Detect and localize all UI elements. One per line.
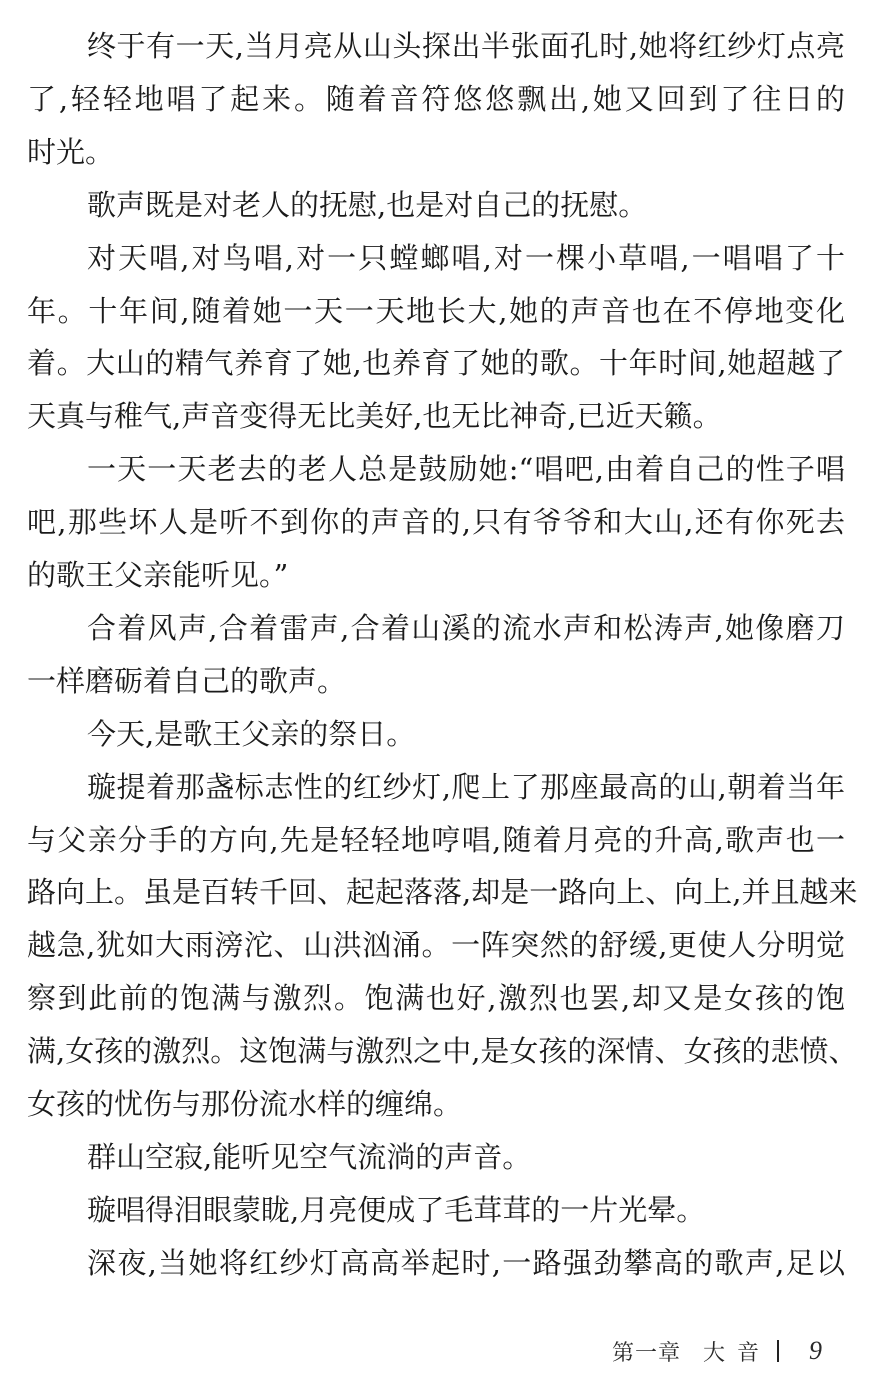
text-line: 了,轻轻地唱了起来。随着音符悠悠飘出,她又回到了往日的 [27, 82, 845, 116]
text-line: 深夜,当她将红纱灯高高举起时,一路强劲攀高的歌声,足以 [87, 1246, 845, 1280]
text-line: 的歌王父亲能听见。” [27, 558, 289, 592]
text-line: 着。大山的精气养育了她,也养育了她的歌。十年时间,她超越了 [27, 346, 845, 380]
chapter-title: 大音 [703, 1340, 772, 1366]
text-line: 与父亲分手的方向,先是轻轻地哼唱,随着月亮的升高,歌声也一 [27, 823, 845, 857]
text-line: 歌声既是对老人的抚慰,也是对自己的抚慰。 [87, 188, 648, 222]
text-line: 今天,是歌王父亲的祭日。 [87, 717, 416, 751]
text-line: 一天一天老去的老人总是鼓励她:“唱吧,由着自己的性子唱 [87, 452, 845, 486]
text-line: 群山空寂,能听见空气流淌的声音。 [87, 1140, 532, 1174]
text-line: 天真与稚气,声音变得无比美好,也无比神奇,已近天籁。 [27, 399, 722, 433]
text-line: 璇提着那盏标志性的红纱灯,爬上了那座最高的山,朝着当年 [87, 770, 845, 804]
text-line: 路向上。虽是百转千回、起起落落,却是一路向上、向上,并且越来 [27, 875, 858, 909]
text-line: 时光。 [27, 135, 115, 169]
text-line: 一样磨砺着自己的歌声。 [27, 664, 347, 698]
text-line: 越急,犹如大雨滂沱、山洪汹涌。一阵突然的舒缓,更使人分明觉 [27, 928, 845, 962]
page-footer [612, 1334, 822, 1368]
text-line: 终于有一天,当月亮从山头探出半张面孔时,她将红纱灯点亮 [87, 29, 845, 63]
text-line: 年。十年间,随着她一天一天地长大,她的声音也在不停地变化 [27, 294, 845, 328]
text-line: 璇唱得泪眼蒙眬,月亮便成了毛茸茸的一片光晕。 [87, 1193, 706, 1227]
text-line: 对天唱,对鸟唱,对一只螳螂唱,对一棵小草唱,一唱唱了十 [87, 241, 845, 275]
text-line: 察到此前的饱满与激烈。饱满也好,激烈也罢,却又是女孩的饱 [27, 981, 845, 1015]
text-line: 吧,那些坏人是听不到你的声音的,只有爷爷和大山,还有你死去 [27, 505, 845, 539]
text-line: 女孩的忧伤与那份流水样的缠绵。 [27, 1087, 463, 1121]
chapter-label: 第一章 [612, 1340, 682, 1366]
text-line: 合着风声,合着雷声,合着山溪的流水声和松涛声,她像磨刀 [87, 611, 845, 645]
text-line: 满,女孩的激烈。这饱满与激烈之中,是女孩的深情、女孩的悲愤、 [27, 1034, 858, 1068]
footer-divider [777, 1340, 779, 1362]
page-number: 9 [809, 1336, 823, 1365]
